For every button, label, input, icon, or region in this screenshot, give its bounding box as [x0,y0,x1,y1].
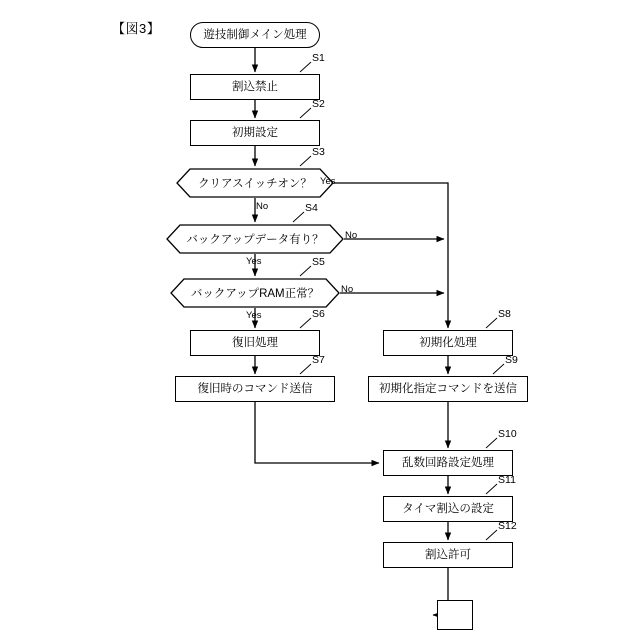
step-label-s6: S6 [312,308,325,320]
node-s9-init-command-send[interactable]: 初期化指定コマンドを送信 [368,376,528,402]
node-s7-recovery-command-send[interactable]: 復旧時のコマンド送信 [175,376,335,402]
edge-label-s3-yes: Yes [320,176,336,187]
step-label-s3: S3 [312,146,325,158]
step-label-s2: S2 [312,98,325,110]
step-label-s5: S5 [312,256,325,268]
edge-label-s5-yes: Yes [246,310,262,321]
step-label-s11: S11 [498,474,516,486]
step-label-s10: S10 [498,428,517,440]
node-s5-label: バックアップRAM正常？ [190,288,320,300]
node-s12-interrupt-enable[interactable]: 割込許可 [383,542,513,568]
edge-label-s4-yes: Yes [246,256,262,267]
step-label-s1: S1 [312,52,325,64]
node-s5-backup-ram-normal[interactable] [170,278,340,308]
node-s3-clear-switch-on[interactable] [176,168,334,198]
node-s4-backup-data-exists[interactable] [166,224,344,254]
edge-label-s3-no: No [256,201,269,212]
node-s8-initialize-process[interactable]: 初期化処理 [383,330,513,356]
node-s11-timer-interrupt-setting[interactable]: タイマ割込の設定 [383,496,513,522]
node-s10-random-circuit-setting[interactable]: 乱数回路設定処理 [383,450,513,476]
step-label-s7: S7 [312,354,325,366]
figure-label: 【図3】 [112,21,161,36]
node-s6-recovery-process[interactable]: 復旧処理 [190,330,320,356]
step-label-s8: S8 [498,308,511,320]
edge-label-s4-no: No [345,230,358,241]
node-s4-label: バックアップデータ有り？ [186,234,324,246]
step-label-s4: S4 [305,202,318,214]
node-s3-label: クリアスイッチオン？ [198,178,312,190]
node-start[interactable]: 遊技制御メイン処理 [190,22,320,48]
node-loop-box[interactable] [437,600,473,630]
step-label-s12: S12 [498,520,517,532]
node-s2-initial-setting[interactable]: 初期設定 [190,120,320,146]
node-s1-interrupt-disable[interactable]: 割込禁止 [190,74,320,100]
step-label-s9: S9 [505,354,518,366]
edge-label-s5-no: No [341,284,354,295]
